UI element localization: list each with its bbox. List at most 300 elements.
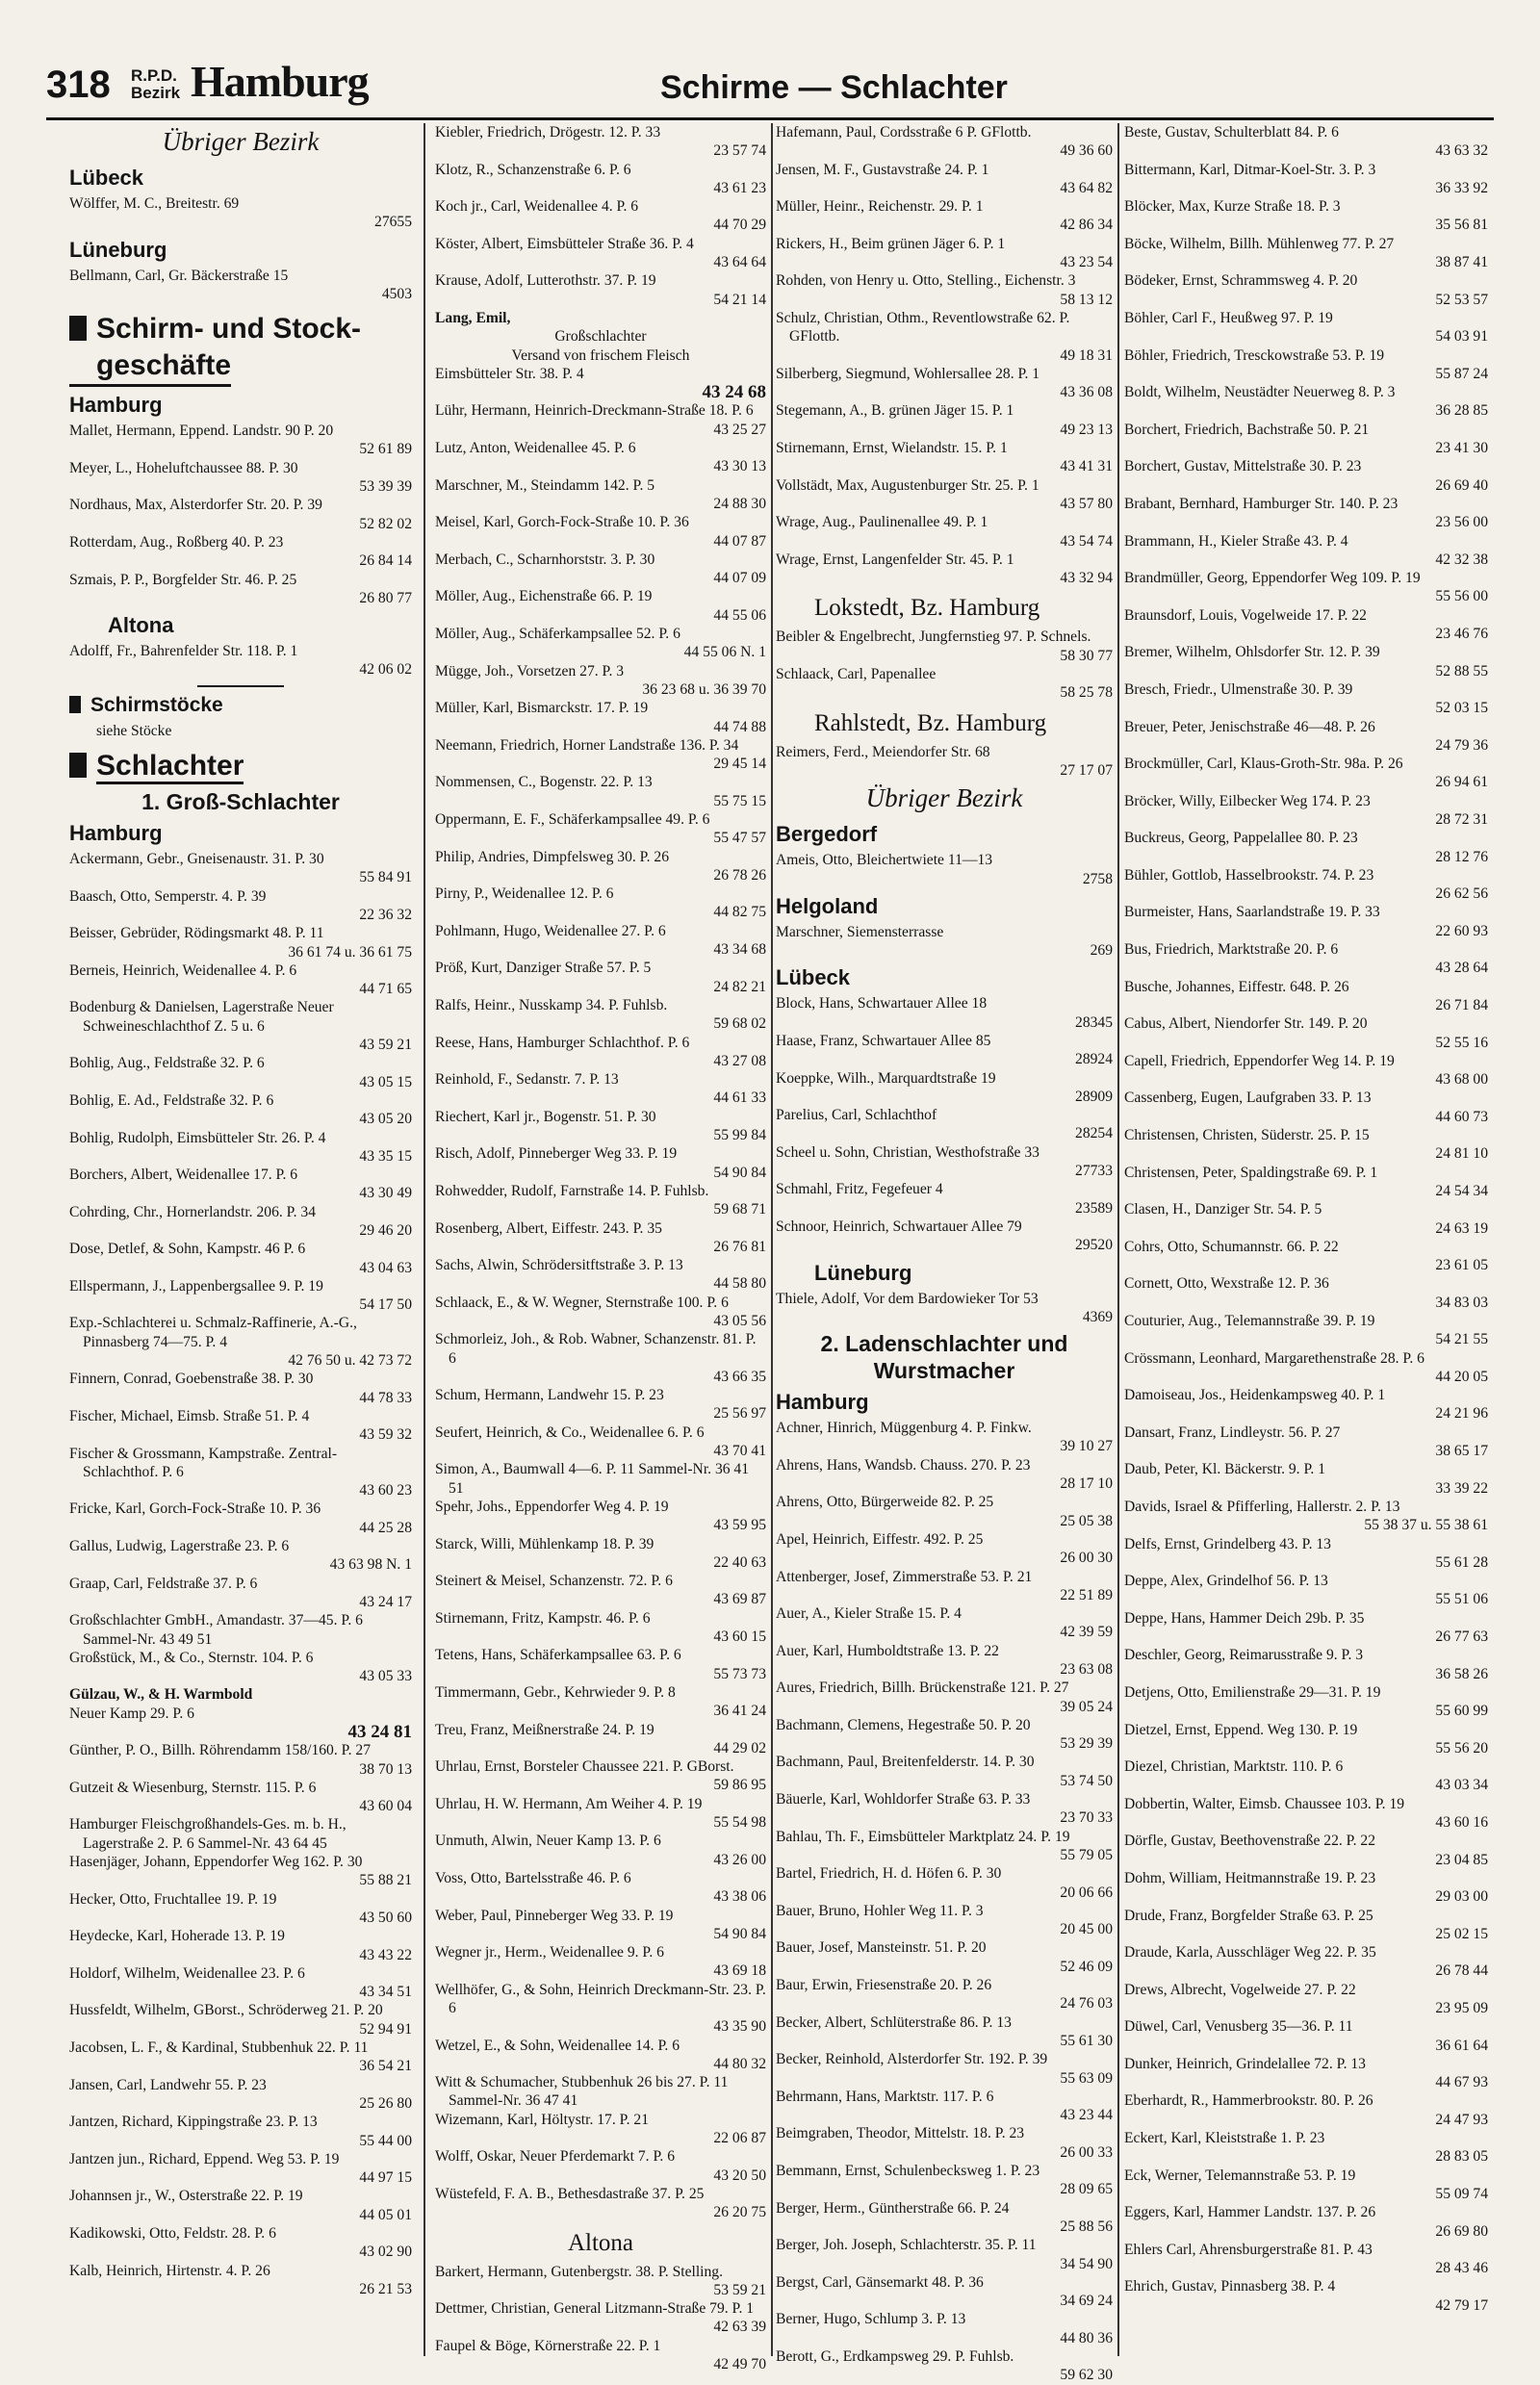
entry-phone: 24 81 10 — [1435, 1145, 1488, 1163]
entry-phone: 28 43 46 — [1435, 2260, 1488, 2277]
entry-text: Wüstefeld, F. A. B., Bethesdastraße 37. P. 25 — [435, 2185, 705, 2202]
entry-text: Klotz, R., Schanzenstraße 6. P. 6 — [435, 161, 631, 178]
list-ladenschlachter-hamburg-cont — [1124, 123, 1488, 2315]
directory-entry — [776, 1938, 1113, 1976]
entry-phone: 55 60 99 — [1435, 1703, 1488, 1720]
entry-phone: 43 04 63 — [359, 1259, 412, 1276]
entry-text: Damoiseau, Jos., Heidenkampsweg 40. P. 1 — [1124, 1387, 1386, 1404]
entry-text: Jansen, Carl, Landwehr 55. P. 23 — [69, 2076, 267, 2093]
entry-phone: 23 46 76 — [1435, 626, 1488, 643]
entry-phone: 43 60 04 — [359, 1798, 412, 1815]
directory-entry — [776, 743, 1113, 781]
entry-text: Crössmann, Leonhard, Margarethenstraße 28. P. 6 — [1124, 1349, 1424, 1367]
entry-phone: 26 69 80 — [1435, 2222, 1488, 2240]
directory-entry — [776, 476, 1113, 514]
entry-text: Achner, Hinrich, Müggenburg 4. P. Finkw. — [776, 1420, 1032, 1437]
directory-entry — [776, 1069, 1113, 1107]
list-ladenschlachter-hamburg — [776, 1419, 1113, 2384]
entry-text: Baasch, Otto, Semperstr. 4. P. 39 — [69, 887, 267, 905]
entry-phone: 54 90 84 — [713, 1925, 766, 1942]
entry-text: Stirnemann, Ernst, Wielandstr. 15. P. 1 — [776, 440, 1008, 457]
list-luebeck-schlachter — [776, 994, 1113, 1254]
entry-text: Uhrlau, H. W. Hermann, Am Weiher 4. P. 19 — [435, 1795, 703, 1812]
entry-phone: 34 54 90 — [1060, 2255, 1113, 2272]
directory-entry — [69, 194, 412, 232]
entry-text: Dunker, Heinrich, Grindelallee 72. P. 13 — [1124, 2055, 1366, 2072]
entry-phone: 59 68 71 — [713, 1201, 766, 1218]
entry-text: Böhler, Friedrich, Tresckowstraße 53. P. 19 — [1124, 346, 1385, 364]
entry-text: Wegner jr., Herm., Weidenallee 9. P. 6 — [435, 1944, 664, 1962]
entry-phone: 22 06 87 — [713, 2130, 766, 2147]
entry-text: Brockmüller, Carl, Klaus-Groth-Str. 98a. P. 26 — [1124, 756, 1403, 773]
list-gross-schlachter-hamburg-cont — [435, 123, 766, 2222]
directory-entry — [776, 1419, 1113, 1456]
entry-phone: 23589 — [1075, 1199, 1113, 1217]
entry-text: Becker, Albert, Schlüterstraße 86. P. 13 — [776, 2013, 1012, 2031]
entry-phone: 58 13 12 — [1060, 291, 1113, 308]
entry-phone: 42 32 38 — [1435, 551, 1488, 568]
bullet-square-icon — [69, 696, 81, 713]
entry-phone: 52 53 57 — [1435, 291, 1488, 308]
entry-text: Schmorleiz, Joh., & Rob. Wabner, Schanzenstr. 81. P. 6 — [435, 1331, 757, 1367]
directory-entry — [435, 959, 766, 996]
directory-entry — [776, 851, 1113, 888]
entry-text: Großschlachter — [554, 328, 647, 346]
entry-text: Barkert, Hermann, Gutenbergstr. 38. P. Stelling. — [435, 2263, 723, 2280]
entry-text: Bühler, Gottlob, Hasselbrookstr. 74. P. 23 — [1124, 866, 1374, 884]
directory-entry — [1124, 309, 1488, 346]
entry-text: Rosenberg, Albert, Eiffestr. 243. P. 35 — [435, 1219, 662, 1237]
directory-entry — [1124, 1312, 1488, 1349]
entry-phone: 43 20 50 — [713, 2167, 766, 2184]
entry-text: Ahrens, Otto, Bürgerweide 82. P. 25 — [776, 1494, 994, 1511]
directory-entry — [69, 2001, 412, 2039]
entry-phone: 44 80 32 — [713, 2055, 766, 2072]
directory-entry — [435, 401, 766, 439]
entry-phone: 26 84 14 — [359, 552, 412, 570]
entry-text: Cornett, Otto, Wexstraße 12. P. 36 — [1124, 1275, 1329, 1293]
entry-phone: 23 04 85 — [1435, 1851, 1488, 1868]
entry-text: Meyer, L., Hoheluftchaussee 88. P. 30 — [69, 459, 298, 476]
directory-entry — [435, 1219, 766, 1257]
entry-text: Berger, Herm., Güntherstraße 66. P. 24 — [776, 2199, 1010, 2217]
entry-text: Pohlmann, Hugo, Weidenallee 27. P. 6 — [435, 922, 666, 939]
entry-phone: 22 40 63 — [713, 1553, 766, 1571]
directory-entry — [435, 1182, 766, 1219]
directory-entry — [69, 1853, 412, 1890]
entry-text: Schum, Hermann, Landwehr 15. P. 23 — [435, 1387, 664, 1404]
entry-phone: 269 — [1090, 942, 1113, 960]
entry-text: Simon, A., Baumwall 4—6. P. 11 Sammel-Nr. 36 41 51 — [435, 1461, 750, 1497]
entry-text: Ralfs, Heinr., Nusskamp 34. P. Fuhlsb. — [435, 996, 668, 1013]
entry-text: Deppe, Alex, Grindelhof 56. P. 13 — [1124, 1573, 1328, 1590]
entry-text: Dohm, William, Heitmannstraße 19. P. 23 — [1124, 1869, 1376, 1886]
entry-text: Eimsbütteler Str. 38. P. 4 — [435, 365, 584, 382]
entry-phone: 27733 — [1075, 1163, 1113, 1180]
directory-entry — [435, 1646, 766, 1683]
entry-text: Braunsdorf, Louis, Vogelweide 17. P. 22 — [1124, 606, 1367, 624]
entry-text: Tetens, Hans, Schäferkampsallee 63. P. 6 — [435, 1647, 681, 1664]
entry-phone: 38 70 13 — [359, 1760, 412, 1778]
entry-text: Philip, Andries, Dimpfelsweg 30. P. 26 — [435, 848, 670, 865]
entry-phone: 43 70 41 — [713, 1443, 766, 1460]
directory-entry — [1124, 1126, 1488, 1164]
directory-entry — [776, 1828, 1113, 1865]
directory-entry — [69, 1054, 412, 1091]
entry-text: Becker, Reinhold, Alsterdorfer Str. 192. P. 39 — [776, 2051, 1048, 2068]
entry-text: Böcke, Wilhelm, Billh. Mühlenweg 77. P. 27 — [1124, 235, 1395, 252]
entry-text: Bresch, Friedr., Ulmenstraße 30. P. 39 — [1124, 680, 1353, 698]
directory-entry — [435, 2147, 766, 2185]
entry-text: Starck, Willi, Mühlenkamp 18. P. 39 — [435, 1535, 654, 1552]
entry-phone: 27655 — [374, 214, 412, 231]
entry-text: Scheel u. Sohn, Christian, Westhofstraße 33 — [776, 1143, 1040, 1161]
directory-entry — [435, 662, 766, 700]
directory-entry — [69, 1779, 412, 1816]
entry-text: Bergst, Carl, Gänsemarkt 48. P. 36 — [776, 2273, 984, 2291]
directory-entry — [435, 271, 766, 309]
directory-entry — [776, 1976, 1113, 2013]
entry-phone: 43 69 18 — [713, 1962, 766, 1980]
entry-text: Pröß, Kurt, Danziger Straße 57. P. 5 — [435, 960, 652, 977]
entry-phone: 44 78 33 — [359, 1389, 412, 1406]
directory-entry — [776, 439, 1113, 476]
entry-phone: 26 00 30 — [1060, 1550, 1113, 1567]
entry-text: Lang, Emil, — [435, 309, 511, 326]
entry-phone: 55 09 74 — [1435, 2185, 1488, 2202]
directory-entry — [435, 996, 766, 1034]
entry-phone: 43 34 68 — [713, 941, 766, 959]
directory-entry — [776, 2236, 1113, 2273]
directory-entry — [435, 1498, 766, 1535]
entry-text: Beisser, Gebrüder, Rödingsmarkt 48. P. 11 — [69, 925, 324, 942]
entry-phone: 44 97 15 — [359, 2169, 412, 2187]
entry-phone: 54 21 55 — [1435, 1331, 1488, 1348]
entry-phone: 26 80 77 — [359, 589, 412, 606]
directory-entry — [69, 459, 412, 497]
heading-hamburg: Hamburg — [776, 1390, 869, 1415]
entry-text: Burmeister, Hans, Saarlandstraße 19. P. 33 — [1124, 904, 1380, 921]
list-bergedorf — [776, 851, 1113, 888]
entry-text: Parelius, Carl, Schlachthof — [776, 1107, 937, 1124]
directory-entry — [69, 2113, 412, 2150]
directory-entry — [69, 422, 412, 459]
entry-phone: 43 26 00 — [713, 1851, 766, 1868]
directory-entry — [435, 235, 766, 272]
directory-entry — [1124, 569, 1488, 606]
directory-entry — [776, 365, 1113, 402]
entry-phone: 24 76 03 — [1060, 1995, 1113, 2013]
entry-text: Haase, Franz, Schwartauer Allee 85 — [776, 1032, 991, 1049]
entry-text: Lühr, Hermann, Heinrich-Dreckmann-Straße 18. P. 6 — [435, 402, 754, 420]
entry-phone: 52 88 55 — [1435, 662, 1488, 680]
directory-entry — [1124, 2277, 1488, 2315]
directory-entry — [1124, 829, 1488, 866]
entry-text: Holdorf, Wilhelm, Weidenallee 23. P. 6 — [69, 1964, 305, 1982]
directory-entry — [1124, 2055, 1488, 2092]
list-lueneburg — [69, 267, 412, 304]
entry-phone: 58 25 78 — [1060, 684, 1113, 702]
entry-phone: 26 20 75 — [713, 2204, 766, 2221]
entry-phone: 29 46 20 — [359, 1221, 412, 1239]
entry-text: Draude, Karla, Ausschläger Weg 22. P. 35 — [1124, 1944, 1376, 1962]
directory-entry — [435, 365, 766, 402]
divider — [197, 685, 284, 687]
entry-text: Marschner, M., Steindamm 142. P. 5 — [435, 476, 655, 494]
entry-phone: 43 23 44 — [1060, 2107, 1113, 2124]
list-schirm-altona — [69, 642, 412, 680]
directory-entry — [435, 1386, 766, 1423]
directory-entry — [776, 1032, 1113, 1069]
directory-entry — [435, 1330, 766, 1386]
entry-text: Witt & Schumacher, Stubbenhuk 26 bis 27. P. 11 Sammel-Nr. 36 47 41 — [435, 2074, 729, 2110]
directory-entry — [1124, 940, 1488, 978]
entry-text: Borchers, Albert, Weidenallee 17. P. 6 — [69, 1167, 298, 1184]
entry-phone: 25 02 15 — [1435, 1925, 1488, 1942]
entry-text: Bauer, Josef, Mansteinstr. 51. P. 20 — [776, 1939, 987, 1957]
heading-lueneburg: Lüneburg — [69, 237, 167, 262]
entry-text: Christensen, Christen, Süderstr. 25. P. 15 — [1124, 1127, 1370, 1144]
entry-text: Drude, Franz, Borgfelder Straße 63. P. 25 — [1124, 1907, 1373, 1924]
directory-entry — [435, 1907, 766, 1944]
entry-text: Weber, Paul, Pinneberger Weg 33. P. 19 — [435, 1907, 674, 1924]
entry-text: Detjens, Otto, Emilienstraße 29—31. P. 19 — [1124, 1683, 1381, 1701]
directory-entry — [776, 2088, 1113, 2125]
entry-text: Fischer & Grossmann, Kampstraße. Zentral-Schlachthof. P. 6 — [69, 1445, 338, 1480]
entry-text: Bachmann, Clemens, Hegestraße 50. P. 20 — [776, 1716, 1031, 1733]
directory-entry — [776, 1456, 1113, 1494]
entry-phone: 43 03 34 — [1435, 1777, 1488, 1794]
entry-text: Dettmer, Christian, General Litzmann-Straße 79. P. 1 — [435, 2300, 755, 2318]
entry-text: Wizemann, Karl, Höltystr. 17. P. 21 — [435, 2111, 649, 2128]
entry-text: Wetzel, E., & Sohn, Weidenallee 14. P. 6 — [435, 2037, 680, 2054]
entry-phone: 59 86 95 — [713, 1777, 766, 1794]
entry-phone: 4369 — [1082, 1308, 1113, 1325]
entry-text: Faupel & Böge, Körnerstraße 22. P. 1 — [435, 2337, 661, 2354]
entry-phone: 43 35 15 — [359, 1147, 412, 1165]
entry-phone: 55 51 06 — [1435, 1591, 1488, 1608]
entry-phone: 53 59 21 — [713, 2281, 766, 2298]
entry-text: Daub, Peter, Kl. Bäckerstr. 9. P. 1 — [1124, 1461, 1325, 1478]
entry-phone: 43 32 94 — [1060, 570, 1113, 587]
entry-phone: 43 05 15 — [359, 1073, 412, 1090]
entry-phone: 44 82 75 — [713, 904, 766, 921]
entry-phone: 43 05 56 — [713, 1313, 766, 1329]
directory-entry — [776, 628, 1113, 665]
directory-entry — [69, 1537, 412, 1575]
directory-entry — [1124, 1981, 1488, 2018]
entry-phone: 44 55 06 — [713, 606, 766, 624]
entry-text: Blöcker, Max, Kurze Straße 18. P. 3 — [1124, 198, 1341, 216]
entry-phone: 36 33 92 — [1435, 179, 1488, 196]
directory-entry — [1124, 606, 1488, 644]
heading-schirm-und-stockgeschaefte: Schirm- und Stock- geschäfte — [69, 311, 412, 387]
entry-text: Timmermann, Gebr., Kehrwieder 9. P. 8 — [435, 1683, 676, 1701]
entry-text: Kadikowski, Otto, Feldstr. 28. P. 6 — [69, 2225, 276, 2243]
directory-entry — [69, 1649, 412, 1686]
entry-text: Neuer Kamp 29. P. 6 — [69, 1705, 194, 1722]
entry-phone: 43 66 35 — [713, 1368, 766, 1385]
entry-text: Mallet, Hermann, Eppend. Landstr. 90 P. 20 — [69, 423, 334, 440]
directory-entry — [776, 994, 1113, 1032]
column-1 — [69, 123, 412, 2356]
entry-phone: 43 24 68 — [702, 382, 766, 403]
entry-text: Brandmüller, Georg, Eppendorfer Weg 109. P. 19 — [1124, 570, 1421, 587]
entry-phone: 44 61 33 — [713, 1090, 766, 1107]
entry-phone: 34 83 03 — [1435, 1294, 1488, 1311]
entry-text: Attenberger, Josef, Zimmerstraße 53. P. 21 — [776, 1568, 1033, 1585]
entry-phone: 43 63 32 — [1435, 142, 1488, 160]
entry-phone: 22 60 93 — [1435, 922, 1488, 939]
entry-phone: 52 94 91 — [359, 2020, 412, 2038]
directory-entry — [1124, 1869, 1488, 1907]
entry-text: Günther, P. O., Billh. Röhrendamm 158/160. P. 27 — [69, 1742, 371, 1759]
directory-entry — [69, 1203, 412, 1241]
entry-phone: 43 64 64 — [713, 254, 766, 271]
entry-phone: 55 63 09 — [1060, 2069, 1113, 2087]
entry-text: Bus, Friedrich, Marktstraße 20. P. 6 — [1124, 941, 1339, 959]
directory-entry — [776, 513, 1113, 551]
page-number: 318 — [46, 64, 111, 106]
directory-entry — [69, 2039, 412, 2076]
entry-text: Bittermann, Karl, Ditmar-Koel-Str. 3. P. 3 — [1124, 161, 1376, 178]
directory-entry — [776, 2347, 1113, 2385]
entry-phone: 43 34 51 — [359, 1984, 412, 2001]
entry-text: Wölffer, M. C., Breitestr. 69 — [69, 195, 240, 212]
entry-text: Versand von frischem Fleisch — [511, 346, 690, 364]
directory-entry — [69, 962, 412, 999]
entry-text: Koeppke, Wilh., Marquardtstraße 19 — [776, 1069, 996, 1087]
directory-entry — [776, 551, 1113, 588]
entry-text: Davids, Israel & Pfifferling, Hallerstr. 2. P. 13 — [1124, 1498, 1400, 1515]
directory-entry — [69, 1964, 412, 2002]
entry-text: Rickers, H., Beim grünen Jäger 6. P. 1 — [776, 235, 1006, 252]
entry-phone: 28254 — [1075, 1125, 1113, 1142]
entry-text: Jantzen, Richard, Kippingstraße 23. P. 13 — [69, 2114, 318, 2131]
directory-entry — [435, 2111, 766, 2148]
directory-entry — [435, 1757, 766, 1795]
entry-phone: 55 79 05 — [1060, 1846, 1113, 1863]
directory-entry — [1124, 1498, 1488, 1535]
directory-entry — [1124, 1052, 1488, 1090]
directory-entry — [435, 1144, 766, 1182]
entry-text: Couturier, Aug., Telemannstraße 39. P. 19 — [1124, 1313, 1375, 1329]
entry-phone: 24 88 30 — [713, 495, 766, 512]
entry-text: Delfs, Ernst, Grindelberg 43. P. 13 — [1124, 1535, 1331, 1552]
column-3 — [776, 123, 1113, 2384]
entry-phone: 25 88 56 — [1060, 2218, 1113, 2235]
directory-entry — [776, 161, 1113, 198]
entry-text: Exp.-Schlachterei u. Schmalz-Raffinerie, A.-G., Pinnasberg 74—75. P. 4 — [69, 1315, 357, 1350]
directory-entry — [435, 2263, 766, 2300]
directory-entry — [69, 1314, 412, 1370]
directory-entry — [69, 267, 412, 304]
directory-entry — [1124, 755, 1488, 792]
entry-text: Bellmann, Carl, Gr. Bäckerstraße 15 — [69, 267, 289, 284]
bullet-square-icon — [69, 316, 87, 341]
directory-entry — [1124, 421, 1488, 458]
directory-entry — [435, 2185, 766, 2222]
entry-text: Boldt, Wilhelm, Neustädter Neuerweg 8. P. 3 — [1124, 384, 1396, 401]
entry-text: Bohlig, E. Ad., Feldstraße 32. P. 6 — [69, 1091, 274, 1109]
directory-entry — [435, 1572, 766, 1609]
directory-entry — [435, 1981, 766, 2037]
heading-altona: Altona — [567, 2229, 634, 2256]
entry-text: Sachs, Alwin, Schrödersitftstraße 3. P. 13 — [435, 1257, 683, 1274]
directory-entry — [1124, 1757, 1488, 1795]
directory-entry — [435, 2337, 766, 2374]
directory-entry — [776, 2013, 1113, 2051]
heading-lokstedt: Lokstedt, Bz. Hamburg — [814, 595, 1040, 622]
entry-text: Riechert, Karl jr., Bogenstr. 51. P. 30 — [435, 1108, 656, 1125]
entry-phone: 43 36 08 — [1060, 384, 1113, 401]
directory-entry — [435, 1869, 766, 1907]
entry-phone: 29 45 14 — [713, 756, 766, 773]
entry-text: Neemann, Friedrich, Horner Landstraße 136. P. 34 — [435, 736, 739, 754]
directory-entry — [1124, 1089, 1488, 1126]
directory-entry — [69, 1927, 412, 1964]
entry-text: Rohwedder, Rudolf, Farnstraße 14. P. Fuhlsb. — [435, 1182, 709, 1199]
entry-phone: 24 63 19 — [1435, 1219, 1488, 1237]
directory-entry — [435, 1832, 766, 1869]
entry-phone: 38 65 17 — [1435, 1443, 1488, 1460]
heading-bergedorf: Bergedorf — [776, 822, 878, 847]
directory-entry — [1124, 1795, 1488, 1833]
entry-text: Stegemann, A., B. grünen Jäger 15. P. 1 — [776, 402, 1014, 420]
entry-phone: 43 05 20 — [359, 1111, 412, 1128]
directory-entry — [776, 1530, 1113, 1568]
directory-entry — [776, 2162, 1113, 2199]
entry-phone: 43 60 23 — [359, 1482, 412, 1500]
directory-entry — [1124, 495, 1488, 532]
heading-helgoland: Helgoland — [776, 893, 879, 918]
directory-entry — [435, 161, 766, 198]
entry-text: Drews, Albrecht, Vogelweide 27. P. 22 — [1124, 1981, 1356, 1998]
entry-phone: 55 87 24 — [1435, 365, 1488, 382]
directory-entry — [435, 1294, 766, 1331]
directory-entry — [435, 513, 766, 551]
heading-rahlstedt: Rahlstedt, Bz. Hamburg — [814, 709, 1047, 736]
entry-phone: 28 72 31 — [1435, 810, 1488, 828]
entry-text: Nommensen, C., Bogenstr. 22. P. 13 — [435, 774, 653, 791]
entry-phone: 52 82 02 — [359, 515, 412, 532]
entry-text: Kalb, Heinrich, Hirtenstr. 4. P. 26 — [69, 2262, 270, 2279]
directory-entry — [435, 810, 766, 848]
directory-entry — [776, 665, 1113, 703]
entry-phone: 42 49 70 — [713, 2356, 766, 2373]
entry-phone: 44 07 87 — [713, 532, 766, 550]
entry-text: Wolff, Oskar, Neuer Pferdemarkt 7. P. 6 — [435, 2148, 676, 2166]
directory-entry — [776, 1753, 1113, 1790]
directory-entry — [1124, 383, 1488, 421]
entry-text: Bachmann, Paul, Breitenfelderstr. 14. P. 30 — [776, 1754, 1035, 1771]
entry-text: Bemmann, Ernst, Schulenbecksweg 1. P. 23 — [776, 2163, 1040, 2180]
entry-phone: 54 03 91 — [1435, 328, 1488, 346]
entry-text: Block, Hans, Schwartauer Allee 18 — [776, 995, 988, 1013]
directory-entry — [1124, 1423, 1488, 1461]
entry-phone: 35 56 81 — [1435, 217, 1488, 234]
directory-entry — [69, 1129, 412, 1167]
directory-entry — [69, 1407, 412, 1445]
entry-phone: 23 70 33 — [1060, 1809, 1113, 1827]
directory-entry — [435, 773, 766, 810]
entry-phone: 24 21 96 — [1435, 1405, 1488, 1423]
entry-text: Bödeker, Ernst, Schrammsweg 4. P. 20 — [1124, 272, 1358, 290]
entry-phone: 24 47 93 — [1435, 2111, 1488, 2128]
entry-text: Hasenjäger, Johann, Eppendorfer Weg 162. P. 30 — [69, 1854, 363, 1871]
list-luebeck — [69, 194, 412, 232]
directory-entry — [776, 2199, 1113, 2237]
